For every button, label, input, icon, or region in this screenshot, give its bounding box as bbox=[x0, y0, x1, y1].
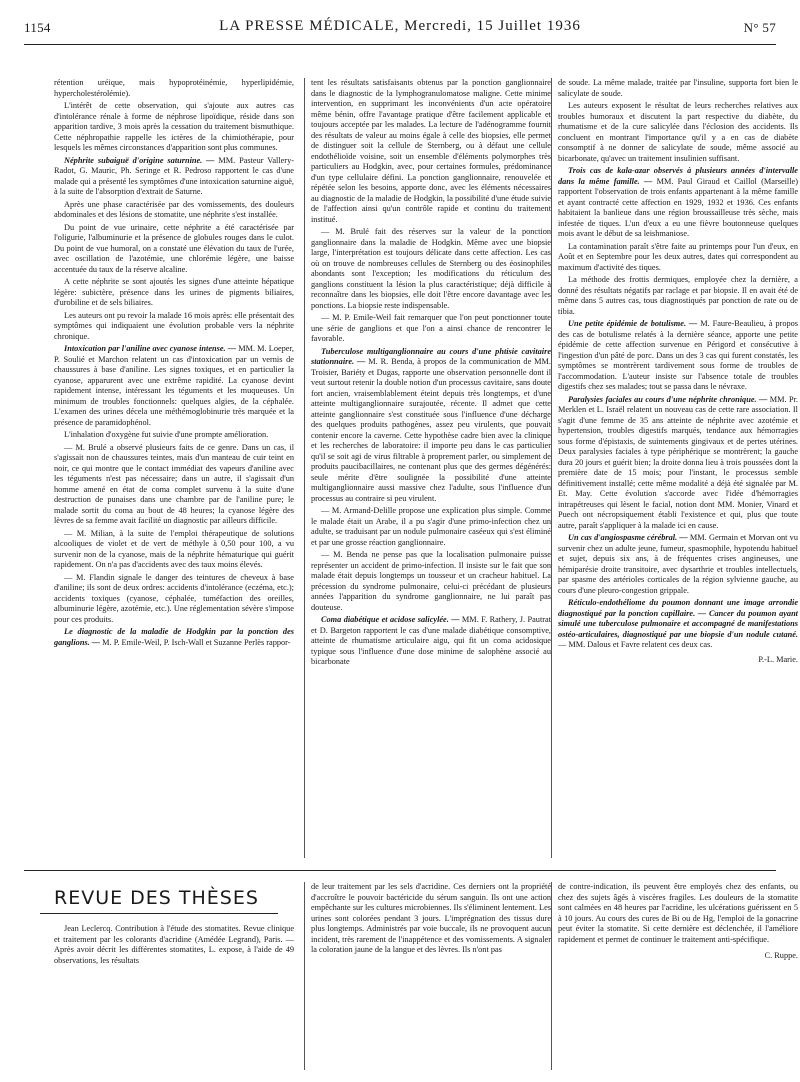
thesis-column-2 bbox=[311, 882, 551, 1070]
section-heading: Trois cas de kala-azar observés à plusieurs années d'intervalle dans la même famille. — bbox=[558, 166, 798, 186]
paragraph: Les auteurs ont pu revoir la malade 16 mois après: elle présentait des symptômes qui indiquaient une évolution probable vers la néphrite chronique. bbox=[54, 310, 294, 341]
paragraph-text: MM. F. Rathery, J. Pautrat et D. Bargeton rapportent le cas d'une malade diabétique consomptive, atteinte de rhumatisme articulaire aigu, qui fit un coma acidosique typique sous l'influence d'une dose minime de salophène associé au bicarbonate bbox=[311, 615, 551, 666]
section-heading: Réticulo-endothéliome du poumon donnant une image arrondie diagnostiqué par la ponction capillaire. — Cancer du poumon ayant simulé une tuberculose pulmonaire et accompagné de manifestations ostéo-articulaires, diagnostiqué par une biopsie d'un nodule cutané. bbox=[558, 598, 798, 639]
author-signature: P.-L. Marie. bbox=[758, 654, 798, 664]
page-number: 1154 bbox=[24, 20, 51, 35]
paragraph bbox=[558, 395, 798, 532]
paragraph-text: — MM. Dalous et Favre relatent ces deux cas. bbox=[558, 640, 713, 649]
paragraph: rétention uréique, mais hypoprotéinémie, hyperlipidémie, hypercholestérolémie). bbox=[54, 78, 294, 98]
paragraph: — M. Benda ne pense pas que la localisation pulmonaire puisse représenter un accident de primo-infection. Il insiste sur le fait que son malade était depuis longtemps un tousseur et un cracheur habituel. La précession du syndrome pulmonaire, celui-ci précédant de plusieurs années l'apparition du syndrome ganglionnaire, ne lui paraît pas douteuse. bbox=[311, 550, 551, 612]
paragraph: Du point de vue urinaire, cette néphrite a été caractérisée par l'oligurie, l'albuminurie et la présence de globules rouges dans le culot. Du point de vue humoral, on a constaté une élévation du taux de l'urée, avec oscillation de l'azotémie, une chlorémie légère, une baisse accentuée du taux de la réserve alcaline. bbox=[54, 222, 294, 274]
paragraph: — M. P. Emile-Weil fait remarquer que l'on peut ponctionner toute une série de ganglions et que l'on a ainsi chance de rencontrer le favorable. bbox=[311, 313, 551, 343]
paragraph bbox=[311, 347, 551, 505]
paragraph: — M. Brulé fait des réserves sur la valeur de la ponction ganglionnaire dans la maladie de Hodgkin. Même avec une biopsie large, l'interprétation est toujours délicate dans cette affection. Les cas où on trouve de nombreuses cellules de Sternberg ou des éosinophiles abondants sont l'exception; les modifications du réticulum des ganglions constituent la lésion la plus caractéristique; déjà difficile à reconnaître dans les biopsies, elle doit l'être encore davantage avec les ponctions. La biopsie reste indispensable. bbox=[311, 227, 551, 310]
paragraph-text: M. Faure-Beaulieu, à propos des cas de botulisme relatés à la dernière séance, apporte une petite épidémie de cette affection survenue en Périgord et consécutive à l'ingestion d'un pâté de porc. Dans un des 3 cas qui furent constatés, les symptômes se montrèrent tardivement sous forme de troubles de l'accommodation. L'auteur insiste sur l'absence totale de troubles digestifs chez ses malades; tout se passa dans le névraxe. bbox=[558, 319, 798, 391]
paragraph: — M. Brulé a observé plusieurs faits de ce genre. Dans un cas, il s'agissait non de chaussures teintes, mais d'un manteau de cuir teint en noir, ce qui montre que le contact immédiat des vapeurs d'aniline avec les téguments n'est pas nécessaire; dans un autre, il s'agissait d'un homme amené en état de coma complet survenu à la suite d'une destruction de punaises dans une chambre par de l'aniline pure; le malade sortit du coma au bout de 48 heures; la cyanose légère des lèvres de sa femme avait facilité un diagnostic par ailleurs difficile. bbox=[54, 442, 294, 525]
section-heading: Une petite épidémie de botulisme. — bbox=[568, 319, 698, 328]
section-heading: Le diagnostic de la maladie de Hodgkin par la ponction des ganglions. — bbox=[54, 627, 294, 647]
paragraph: — M. Flandin signale le danger des teintures de cheveux à base d'aniline; ils sont de deux ordres: accidents d'intolérance (eczéma, etc.); accidents toxiques (cyanose, céphalée, tuméfaction des oreilles, albuminurie légère, azotémie, etc.). Une réglementation sévère s'impose pour ces produits. bbox=[54, 572, 294, 624]
paragraph bbox=[558, 533, 798, 596]
thesis-section-heading: REVUE DES THÈSES bbox=[54, 887, 259, 909]
article-columns bbox=[24, 78, 798, 858]
paragraph-text: MM. Germain et Morvan ont vu survenir chez un adulte jeune, fumeur, spasmophile, hypotendu habituel et sujet, depuis six ans, à de fréquentes crises angineuses, une hémiparésie droite transitoire, avec dysarthrie et troubles intellectuels, par spasme des artérioles corticales de la région sylvienne gauche, au cours d'une pleuro-congestion grippale. bbox=[558, 533, 798, 595]
paragraph: La méthode des frottis dermiques, employée chez la dernière, a donné des résultats négatifs par raclage et par biopsie. Il en avait été de même dans 5 autres cas, tous diagnostiqués par ponction de rate ou de tibia. bbox=[558, 275, 798, 316]
paragraph bbox=[54, 627, 294, 648]
paragraph bbox=[558, 166, 798, 240]
column-divider bbox=[551, 882, 552, 1070]
paragraph-text: Jean Leclercq. Contribution à l'étude des stomatites. Revue clinique et traitement par les colorants d'acridine (Amédée Legrand), Paris. — Après avoir décrit les différentes stomatites, L. expose, à l'aide de 49 observations, les résultats bbox=[54, 924, 294, 965]
paragraph: A cette néphrite se sont ajoutés les signes d'une atteinte hépatique légère: subictère, présence dans les urines de pigments biliaires, d'urobiline et de sels biliaires. bbox=[54, 277, 294, 307]
section-heading: Néphrite subaiguë d'origine saturnine. — bbox=[64, 155, 215, 165]
paragraph: Après une phase caractérisée par des vomissements, des douleurs abdominales et des lésions de stomatite, une néphrite s'est installée. bbox=[54, 199, 294, 219]
paragraph: Les auteurs exposent le résultat de leurs recherches relatives aux troubles humoraux et discutent la part respective du diabète, du rhumatisme et de la cure salicylée dans l'éclosion des accidents. Ils concluent en montrant l'importance qu'il y a en cas de diabète consomptif à ne donner de salicylate de soude, même associé au bicarbonate, qu'avec un traitement insulinien suffisant. bbox=[558, 101, 798, 163]
column-divider bbox=[551, 78, 552, 858]
section-heading: Un cas d'angiospasme cérébral. — bbox=[568, 533, 688, 542]
column-2 bbox=[311, 78, 551, 858]
paragraph bbox=[558, 319, 798, 393]
paragraph: tent les résultats satisfaisants obtenus par la ponction ganglionnaire dans le diagnostic de la lymphogranulomatose maligne. Cette minime intervention, en supprimant les inconvénients d'un acte opératoire même bénin, offre l'avantage pratique d'être facilement applicable et toujours acceptée par les malades. La lecture de l'adénogramme fournit des résultats de valeur au moins égale à celle des biopsies, elle permet de distinguer soit la cellule de Sternberg, ou à défaut une cellule endothélioïde voisine, soit un ensemble d'éléments polymorphes très particuliers au Hodgkin, avec, pour certaines formules, prédominance d'un type cellulaire défini. La ponction ganglionnaire, renouvelée et répétée selon les besoins, apporte donc, avec les éléments nécessaires au diagnostic de la maladie de Hodgkin, la possibilité d'une étude suivie de l'affection ainsi qu'un contrôle rapide et continu du traitement institué. bbox=[311, 78, 551, 224]
paragraph bbox=[558, 598, 798, 651]
section-heading: Coma diabétique et acidose salicylée. — bbox=[321, 615, 460, 624]
paragraph: de leur traitement par les sels d'acridine. Ces derniers ont la propriété d'accroître le pouvoir bactéricide du sérum sanguin. Ils ont une action empêchante sur les cultures microbiennes. Ils s'éliminent lentement. Les urines sont colorées pendant 3 jours. L'imprégnation des tissus dure plus longtemps. Administrés par voie buccale, ils ne provoquent aucun incident, très rarement de l'inappétence et des vomissements. A signaler la coloration jaune de la langue et des lèvres. Ils n'ont pas bbox=[311, 882, 551, 954]
paragraph: La contamination paraît s'être faite au printemps pour l'un d'eux, en Août et en Septembre pour les deux autres, dates qui correspondent au maximum d'activité des tiques. bbox=[558, 241, 798, 272]
header-rule bbox=[24, 44, 776, 45]
section-rule bbox=[24, 870, 776, 871]
author-signature: C. Ruppe. bbox=[764, 951, 798, 960]
thesis-columns bbox=[24, 882, 798, 1070]
section-heading: Paralysies faciales au cours d'une néphrite chronique. — bbox=[568, 394, 768, 404]
paragraph bbox=[311, 615, 551, 668]
paragraph: de contre-indication, ils peuvent être employés chez des enfants, ou chez des sujets âgés à viscères fragiles. Les douleurs de la stomatite sont calmées en 48 heures par l'acridine, les ulcérations guérissent en 5 à 10 jours. Au cours des cures de Bi ou de Hg, l'emploi de la gonacrine peut éviter la stomatite. Si cette dernière est déclenchée, il l'améliore rapidement et permet de continuer le traitement anti-spécifique. bbox=[558, 882, 798, 944]
paragraph-text: MM. Pasteur Vallery-Radot, G. Mauric, Ph. Seringe et R. Pedroso rapportent le cas d'une malade qui a présenté les symptômes d'une intoxication saturnine aiguë, à la suite de l'absorption d'extrait de Saturne. bbox=[54, 155, 294, 196]
paragraph-text: M. R. Benda, à propos de la communication de MM. Troisier, Bariéty et Dugas, rapporte une observation personnelle dont il veut surtout retenir la double notion d'un processus cavitaire, sans doute fort ancien, vraisemblablement éteint depuis très longtemps, et d'une atteinte multiganglionnaire surajoutée, récente. Il admet que cette atteinte ganglionnaire s'est constituée sous l'influence d'une décharge des quelques produits pathogènes, assez peu virulents, que pouvait contenir encore la caverne. Cette hypothèse cadre bien avec la clinique et les recherches de laboratoire: il importe peu dans le cas particulier qu'il se soit agi de virus filtrable à proprement parler, ou simplement de produits paucibacillaires, ne contenant plus que des germes dégénérés: seule mérite d'être soulignée la possibilité d'une atteinte multiganglionnaire aussi massive chez l'adulte, sous l'influence d'un processus au contraire si peu virulent. bbox=[311, 357, 551, 503]
paragraph-text: MM. M. Loeper, P. Soulié et Marchon relatent un cas d'intoxication par un vernis de chaussures à base d'aniline. Les signes toxiques, et en particulier la cyanose, apparurent avec une extrême rapidité. La cyanose devint rapidement intense, intéressant les téguments et les muqueuses. Un minimum de troubles fonctionnels: quelques algies, de la céphalée. L'examen des urines décela une méthémoglobinurie très marquée et la présence de paramidophénol. bbox=[54, 344, 294, 427]
paragraph-text: M. P. Emile-Weil, P. Isch-Wall et Suzanne Perlès rappor- bbox=[100, 637, 291, 647]
paragraph: — M. Armand-Delille propose une explication plus simple. Comme le malade était un Arabe, il a pu s'agir d'une primo-infection chez un adulte, se traduisant par un nodule pulmonaire caséeux qui s'est éliminé et par une grosse réaction ganglionnaire. bbox=[311, 506, 551, 547]
section-heading: Intoxication par l'aniline avec cyanose intense. — bbox=[64, 344, 237, 353]
section-heading: Tuberculose multiganglionnaire au cours d'une phtisie cavitaire stationnaire. — bbox=[311, 346, 551, 366]
paragraph bbox=[54, 344, 294, 428]
paragraph: de soude. La même malade, traitée par l'insuline, supporta fort bien le salicylate de soude. bbox=[558, 78, 798, 98]
column-divider bbox=[304, 882, 305, 1070]
paragraph bbox=[54, 156, 294, 198]
thesis-column-3 bbox=[558, 882, 798, 1070]
column-1 bbox=[54, 78, 294, 858]
column-3 bbox=[558, 78, 798, 858]
paragraph-text: MM. Pr. Merklen et L. Israël relatent un nouveau cas de cette rare association. Il s'agit d'une femme de 35 ans atteinte de néphrite avec azotémie et hypertension, troubles digestifs marqués, tendance aux hémorragies sous forme d'épistaxis, de suintements gingivaux et de pertes utérines. Deux paralysies faciales à type périphérique se montrèrent; la gauche dura 20 jours et guérit bien; la droite donna lieu à trois poussées dont la première date de 15 mois; pour l'instant, le processus semble définitivement installé; cette même modalité a déjà été signalée par M. Et. May. Cette évolution s'accorde avec l'idée d'hémorragies intrapétreuses qui lèsent le facial, notion dont MM. Monier, Vinard et Puech ont nécropsiquement établi l'existence et qui, plus que toute autre, paraît s'appliquer à la malade ici en cause. bbox=[558, 394, 798, 530]
issue-number: N° 57 bbox=[743, 20, 776, 35]
thesis-column-1 bbox=[54, 924, 294, 1082]
paragraph: — M. Milian, à la suite de l'emploi thérapeutique de solutions alcooliques de violet et de vert de méthyle à 0,50 pour 100, a vu survenir non de la cyanose, mais de la néphrite hématurique qui guérit rapidement. On n'a pas d'accidents avec des taux moins élevés. bbox=[54, 528, 294, 569]
paragraph: L'intérêt de cette observation, qui s'ajoute aux autres cas d'intolérance rénale à forme de néphrose lipoïdique, réside dans son apparition tardive, 3 mois après la cessation du traitement bismuthique. Cette néphropathie rappelle les ictères de la chimiothérapie, pour lesquels les mêmes circonstances d'apparition sont plus communes. bbox=[54, 101, 294, 152]
journal-title: LA PRESSE MÉDICALE, Mercredi, 15 Juillet 1936 bbox=[219, 18, 581, 34]
paragraph bbox=[54, 924, 294, 966]
paragraph: L'inhalation d'oxygène fut suivie d'une prompte amélioration. bbox=[64, 430, 269, 439]
paragraph-text: MM. Paul Giraud et Caillol (Marseille) rapportent l'observation de trois enfants appartenant à la même famille et ayant contracté cette affection en 1929, 1932 et 1936. Ces enfants habitaient la banlieue dans une région broussailleuse très sèche, mais infestée de tiques. L'un d'eux a eu une fièvre boutonneuse quelques mois avant le début de sa leishmaniose. bbox=[558, 176, 798, 238]
column-divider bbox=[304, 78, 305, 858]
page-header bbox=[24, 18, 776, 40]
